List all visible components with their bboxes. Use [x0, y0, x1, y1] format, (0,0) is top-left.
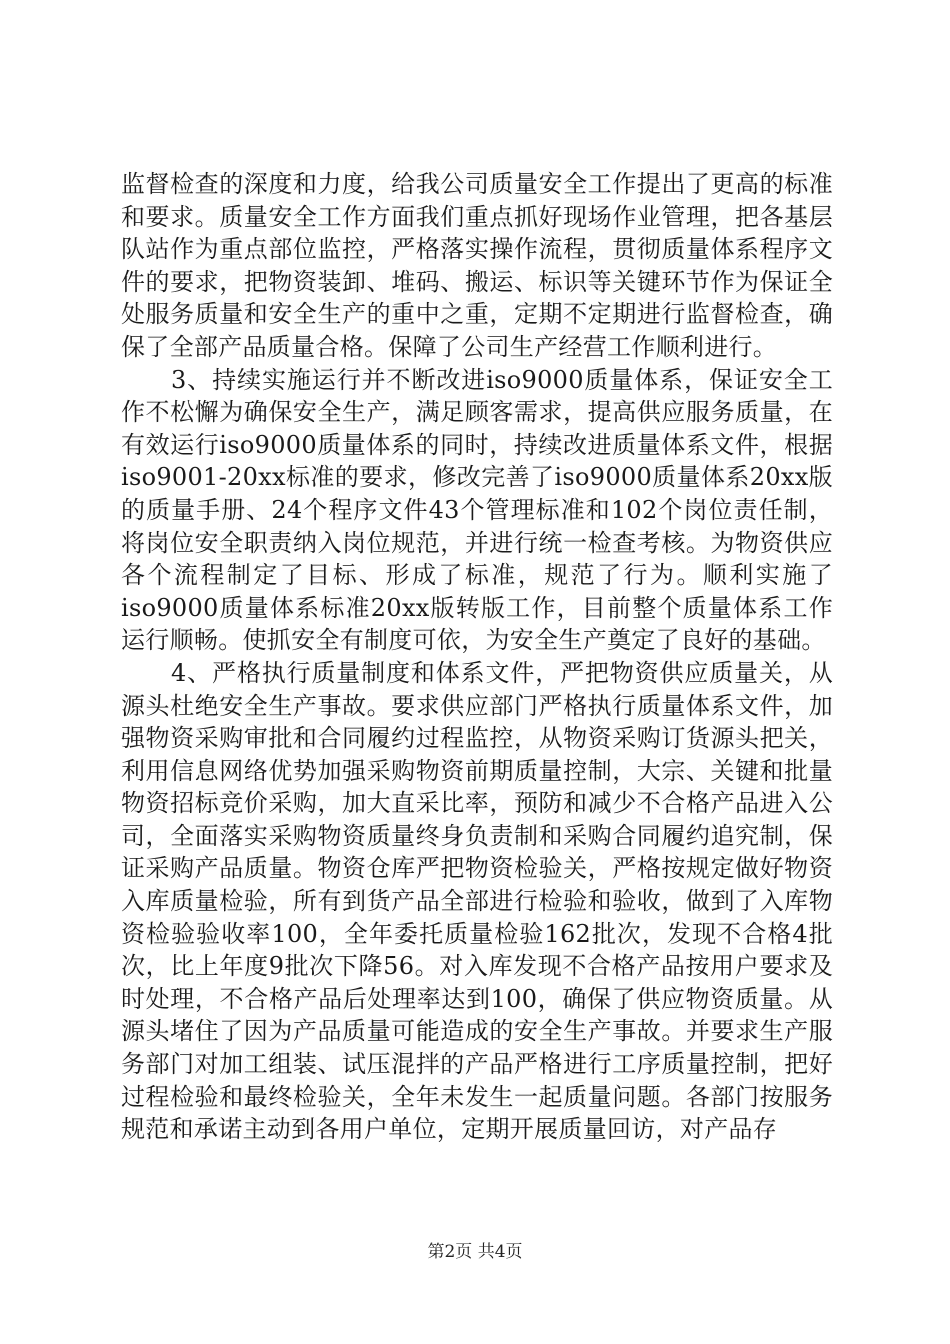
paragraph-item-3: 3、持续实施运行并不断改进iso9000质量体系，保证安全工作不松懈为确保安全生产，满足顾客需求，提高供应服务质量，在有效运行iso9000质量体系的同时，持续改进质量体系文件，根据iso9001-20xx标准的要求，修改完善了iso9000质量体系20xx版的质量手册、24个程序文件43个管理标准和102个岗位责任制，将岗位安全职责纳入岗位规范，并进行统一检查考核。为物资供应各个流程制定了目标、形成了标准，规范了行为。顺利实施了iso9000质量体系标准20xx版转版工作，目前整个质量体系工作运行顺畅。使抓安全有制度可依，为安全生产奠定了良好的基础。 — [121, 365, 833, 655]
paragraph-item-4: 4、严格执行质量制度和体系文件，严把物资供应质量关，从源头杜绝安全生产事故。要求供应部门严格执行质量体系文件，加强物资采购审批和合同履约过程监控，从物资采购订货源头把关，利用信息网络优势加强采购物资前期质量控制，大宗、关键和批量物资招标竞价采购，加大直采比率，预防和减少不合格产品进入公司，全面落实采购物资质量终身负责制和采购合同履约追究制，保证采购产品质量。物资仓库严把物资检验关，严格按规定做好物资入库质量检验，所有到货产品全部进行检验和验收，做到了入库物资检验验收率100，全年委托质量检验162批次，发现不合格4批次，比上年度9批次下降56。对入库发现不合格产品按用户要求及时处理，不合格产品后处理率达到100，确保了供应物资质量。从源头堵住了因为产品质量可能造成的安全生产事故。并要求生产服务部门对加工组装、试压混拌的产品严格进行工序质量控制，把好过程检验和最终检验关，全年未发生一起质量问题。各部门按服务规范和承诺主动到各用户单位，定期开展质量回访，对产品存 — [121, 658, 833, 1144]
paragraph-continuation: 监督检查的深度和力度，给我公司质量安全工作提出了更高的标准和要求。质量安全工作方面我们重点抓好现场作业管理，把各基层队站作为重点部位监控，严格落实操作流程，贯彻质量体系程序文件的要求，把物资装卸、堆码、搬运、标识等关键环节作为保证全处服务质量和安全生产的重中之重，定期不定期进行监督检查，确保了全部产品质量合格。保障了公司生产经营工作顺利进行。 — [121, 170, 833, 361]
document-body — [121, 168, 833, 1146]
page-number-footer: 第2页 共4页 — [427, 1242, 523, 1262]
